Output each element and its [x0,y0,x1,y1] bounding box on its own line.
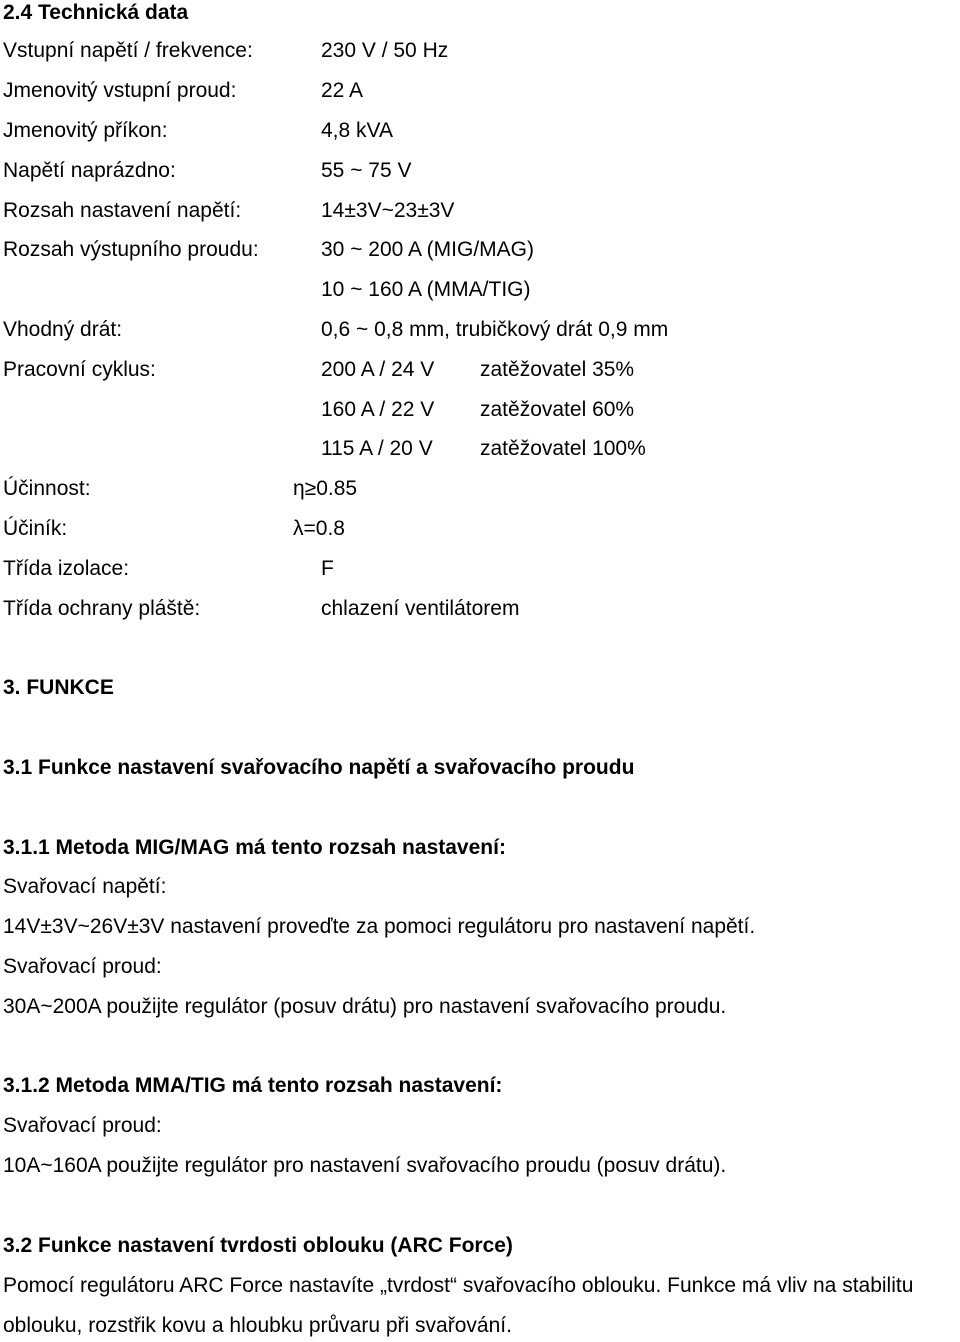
arc-force-text-line-1: Pomocí regulátoru ARC Force nastavíte „tvrdost“ svařovacího oblouku. Funkce má vliv na stabilitu [3,1274,914,1297]
spec-label-wire: Vhodný drát: [3,318,123,341]
spec-value-input-power: 4,8 kVA [321,119,393,142]
spec-value-input-voltage: 230 V / 50 Hz [321,39,449,62]
spec-label-power-factor: Účiník: [3,517,68,540]
section-heading-3-1-1: 3.1.1 Metoda MIG/MAG má tento rozsah nastavení: [3,836,506,859]
spec-value-protection: chlazení ventilátorem [321,597,520,620]
spec-label-voltage-range: Rozsah nastavení napětí: [3,199,242,222]
spec-value-voltage-range: 14±3V~23±3V [321,199,455,222]
section-heading-2-4: 2.4 Technická data [3,1,189,24]
spec-value-efficiency: η≥0.85 [293,477,358,500]
duty-cycle-load: zatěžovatel 100% [480,437,646,460]
spec-label-open-voltage: Napětí naprázdno: [3,159,176,182]
spec-label-duty-cycle: Pracovní cyklus: [3,358,156,381]
spec-label-input-current: Jmenovitý vstupní proud: [3,79,237,102]
spec-value-insulation: F [321,557,334,580]
duty-cycle-load: zatěžovatel 60% [480,398,635,421]
spec-value-output-current-mma: 10 ~ 160 A (MMA/TIG) [321,278,531,301]
section-heading-3: 3. FUNKCE [3,676,114,699]
mig-current-text: 30A~200A použijte regulátor (posuv drátu) pro nastavení svařovacího proudu. [3,995,727,1018]
mma-current-label: Svařovací proud: [3,1114,162,1137]
duty-cycle-value: 200 A / 24 V [321,358,435,381]
spec-value-open-voltage: 55 ~ 75 V [321,159,412,182]
duty-cycle-load: zatěžovatel 35% [480,358,635,381]
mig-current-label: Svařovací proud: [3,955,162,978]
spec-label-efficiency: Účinnost: [3,477,91,500]
duty-cycle-value: 160 A / 22 V [321,398,435,421]
spec-label-insulation: Třída izolace: [3,557,130,580]
mig-voltage-text: 14V±3V~26V±3V nastavení proveďte za pomoci regulátoru pro nastavení napětí. [3,915,756,938]
duty-cycle-value: 115 A / 20 V [321,437,433,460]
spec-label-input-voltage: Vstupní napětí / frekvence: [3,39,253,62]
spec-label-protection: Třída ochrany pláště: [3,597,201,620]
spec-value-wire: 0,6 ~ 0,8 mm, trubičkový drát 0,9 mm [321,318,669,341]
spec-value-input-current: 22 A [321,79,364,102]
mig-voltage-label: Svařovací napětí: [3,875,167,898]
spec-label-input-power: Jmenovitý příkon: [3,119,168,142]
spec-label-output-current: Rozsah výstupního proudu: [3,238,259,261]
section-heading-3-2: 3.2 Funkce nastavení tvrdosti oblouku (ARC Force) [3,1234,513,1257]
mma-current-text: 10A~160A použijte regulátor pro nastavení svařovacího proudu (posuv drátu). [3,1154,727,1177]
section-heading-3-1: 3.1 Funkce nastavení svařovacího napětí a svařovacího proudu [3,756,635,779]
arc-force-text-line-2: oblouku, rozstřik kovu a hloubku průvaru při svařování. [3,1314,512,1337]
spec-value-power-factor: λ=0.8 [293,517,345,540]
section-heading-3-1-2: 3.1.2 Metoda MMA/TIG má tento rozsah nastavení: [3,1074,503,1097]
spec-value-output-current-mig: 30 ~ 200 A (MIG/MAG) [321,238,535,261]
